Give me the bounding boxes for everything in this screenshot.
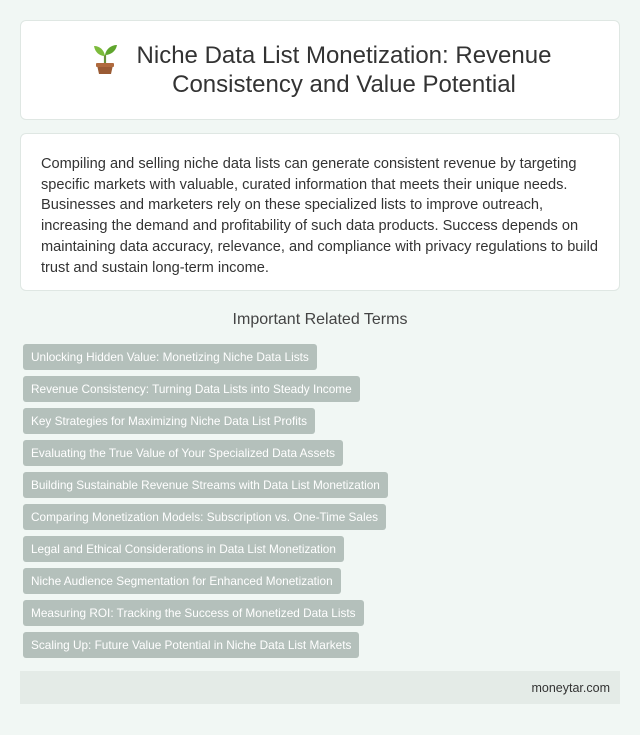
title-card: [20, 20, 620, 120]
related-term-tag[interactable]: Revenue Consistency: Turning Data Lists into Steady Income: [23, 376, 360, 402]
related-term-tag[interactable]: Niche Audience Segmentation for Enhanced Monetization: [23, 568, 341, 594]
page-title: Niche Data List Monetization: Revenue Consistency and Value Potential: [136, 42, 552, 98]
related-terms-list: [23, 344, 617, 664]
related-term-tag[interactable]: Scaling Up: Future Value Potential in Niche Data List Markets: [23, 632, 359, 658]
related-term-tag[interactable]: Building Sustainable Revenue Streams with Data List Monetization: [23, 472, 388, 498]
description-text: Compiling and selling niche data lists can generate consistent revenue by targeting specific markets with valuable, curated information that meets their unique needs. Businesses and marketers rely on these specialized lists to improve outreach, increasing the demand and profitability of such data products. Success depends on maintaining data accuracy, relevance, and compliance with privacy regulations to build trust and sustain long-term income.: [41, 156, 599, 276]
related-term-tag[interactable]: Legal and Ethical Considerations in Data List Monetization: [23, 536, 344, 562]
related-term-tag[interactable]: Comparing Monetization Models: Subscription vs. One-Time Sales: [23, 504, 386, 530]
related-term-tag[interactable]: Evaluating the True Value of Your Specialized Data Assets: [23, 440, 343, 466]
description-card: [20, 133, 620, 291]
related-term-tag[interactable]: Key Strategies for Maximizing Niche Data List Profits: [23, 408, 315, 434]
footer-site-link[interactable]: moneytar.com: [531, 680, 610, 695]
title-row: [86, 41, 554, 99]
related-term-tag[interactable]: Measuring ROI: Tracking the Success of Monetized Data Lists: [23, 600, 364, 626]
related-term-tag[interactable]: Unlocking Hidden Value: Monetizing Niche Data Lists: [23, 344, 317, 370]
related-terms-heading: Important Related Terms: [232, 311, 408, 328]
seedling-icon: [86, 41, 124, 75]
footer: [20, 671, 620, 704]
